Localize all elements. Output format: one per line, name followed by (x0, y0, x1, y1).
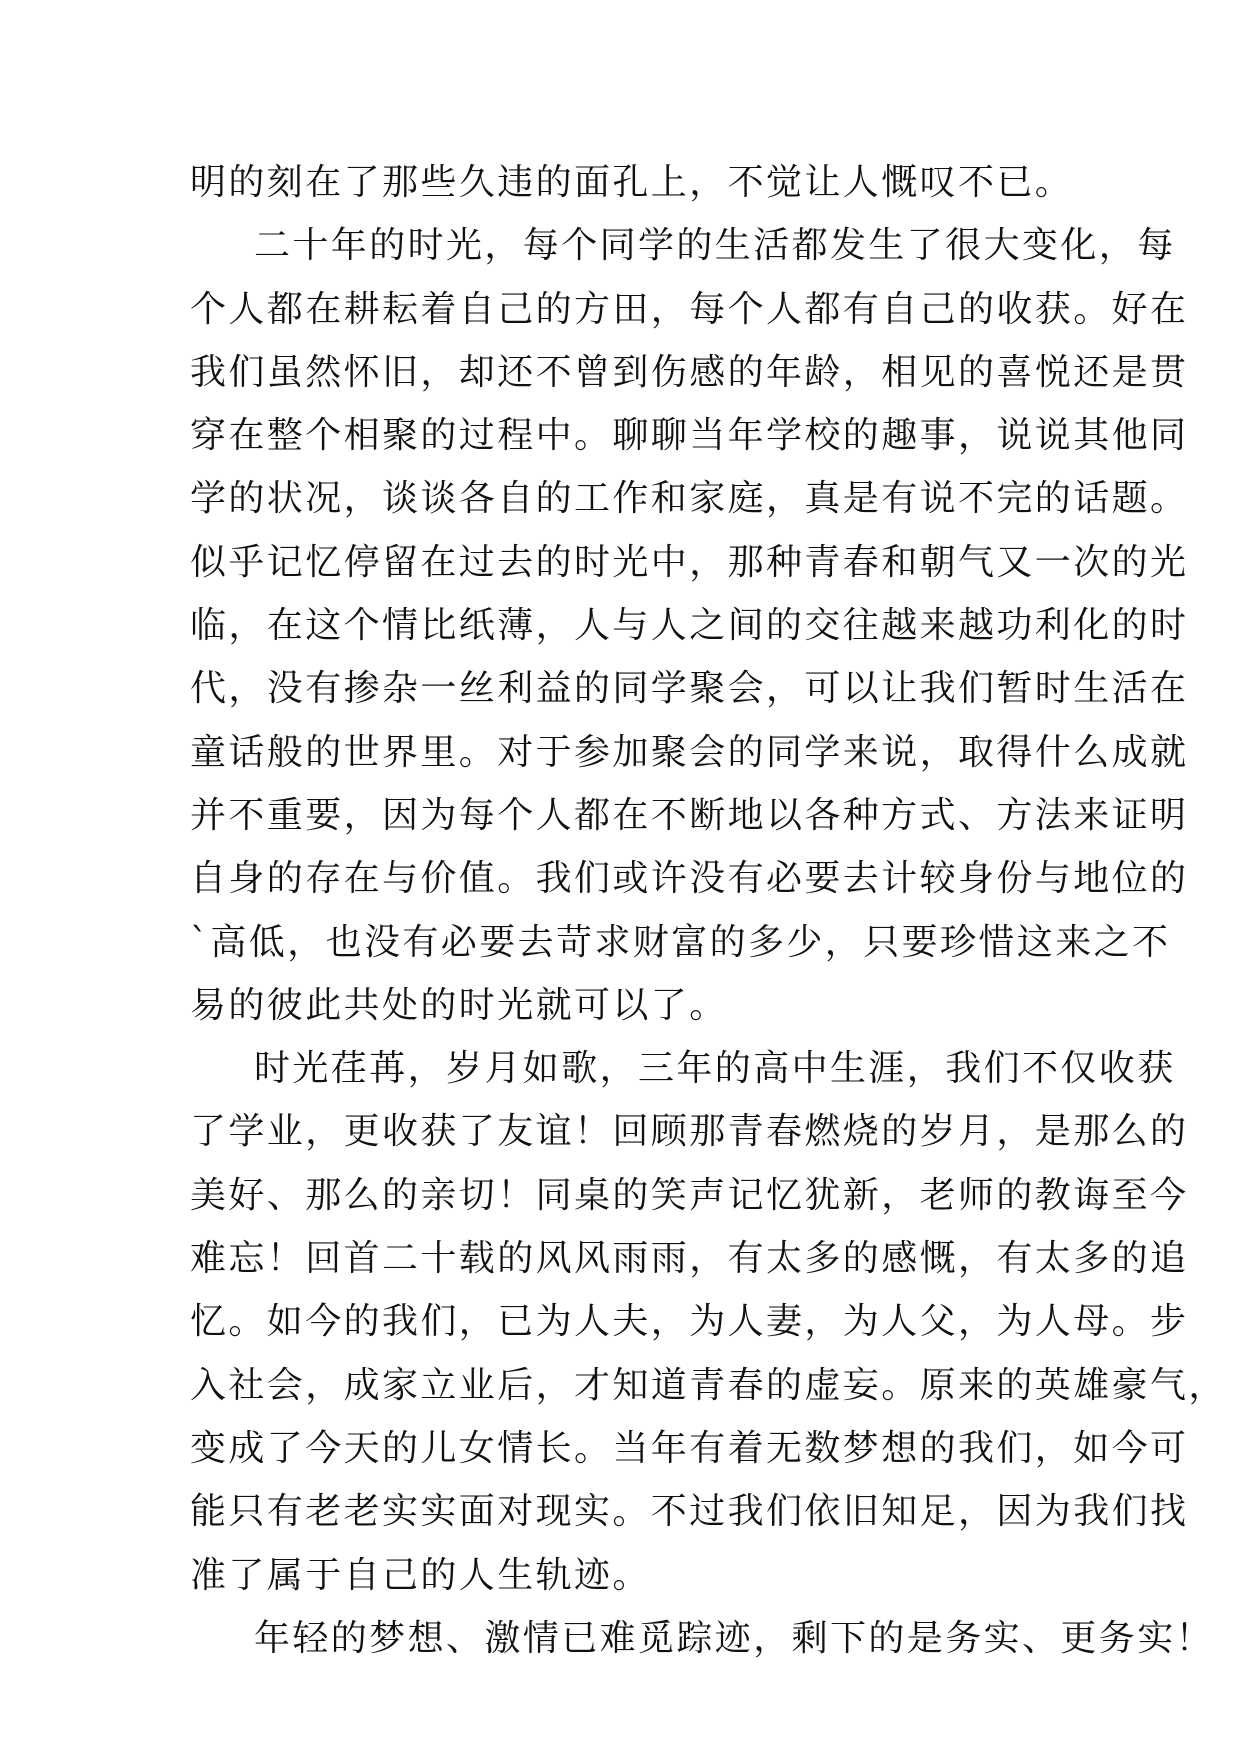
text-line: 代，没有掺杂一丝利益的同学聚会，可以让我们暂时生活在 (190, 668, 1189, 710)
text-line: 并不重要，因为每个人都在不断地以各种方式、方法来证明 (190, 794, 1189, 836)
text-line: 临，在这个情比纸薄，人与人之间的交往越来越功利化的时 (190, 605, 1189, 647)
text-line: 明的刻在了那些久违的面孔上，不觉让人慨叹不已。 (190, 162, 1074, 203)
text-line: 难忘！回首二十载的风风雨雨，有太多的感慨，有太多的追 (190, 1238, 1189, 1280)
text-line: 准了属于自己的人生轨迹。 (190, 1554, 651, 1596)
text-line: 美好、那么的亲切！同桌的笑声记忆犹新，老师的教诲至今 (190, 1174, 1189, 1216)
body-text (190, 151, 1227, 1670)
text-line: 忆。如今的我们，已为人夫，为人妻，为人父，为人母。步 (190, 1301, 1189, 1343)
text-line: 童话般的世界里。对于参加聚会的同学来说，取得什么成就 (190, 731, 1189, 773)
paragraph-first-line: 二十年的时光，每个同学的生活都发生了很大变化，每 (254, 225, 1176, 267)
text-line: 我们虽然怀旧，却还不曾到伤感的年龄，相见的喜悦还是贯 (190, 351, 1189, 393)
paragraph-first-line: 时光荏苒，岁月如歌，三年的高中生涯，我们不仅收获 (254, 1048, 1176, 1090)
text-line: 似乎记忆停留在过去的时光中，那种青春和朝气又一次的光 (190, 541, 1189, 583)
text-line: 自身的存在与价值。我们或许没有必要去计较身份与地位的 (190, 858, 1189, 900)
paragraph-first-line: 年轻的梦想、激情已难觅踪迹，剩下的是务实、更务实！ (254, 1617, 1215, 1659)
text-line: 易的彼此共处的时光就可以了。 (190, 984, 728, 1026)
text-line: 个人都在耕耘着自己的方田，每个人都有自己的收获。好在 (190, 288, 1189, 330)
text-line: 学的状况，谈谈各自的工作和家庭，真是有说不完的话题。 (190, 478, 1189, 520)
text-line: 穿在整个相聚的过程中。聊聊当年学校的趣事，说说其他同 (190, 415, 1189, 457)
text-line: 入社会，成家立业后，才知道青春的虚妄。原来的英雄豪气， (190, 1364, 1227, 1406)
text-line: `高低，也没有必要去苛求财富的多少，只要珍惜这来之不 (190, 921, 1171, 963)
text-line: 变成了今天的儿女情长。当年有着无数梦想的我们，如今可 (190, 1427, 1189, 1469)
text-line: 能只有老老实实面对现实。不过我们依旧知足，因为我们找 (190, 1491, 1189, 1533)
text-line: 了学业，更收获了友谊！回顾那青春燃烧的岁月，是那么的 (190, 1111, 1189, 1153)
